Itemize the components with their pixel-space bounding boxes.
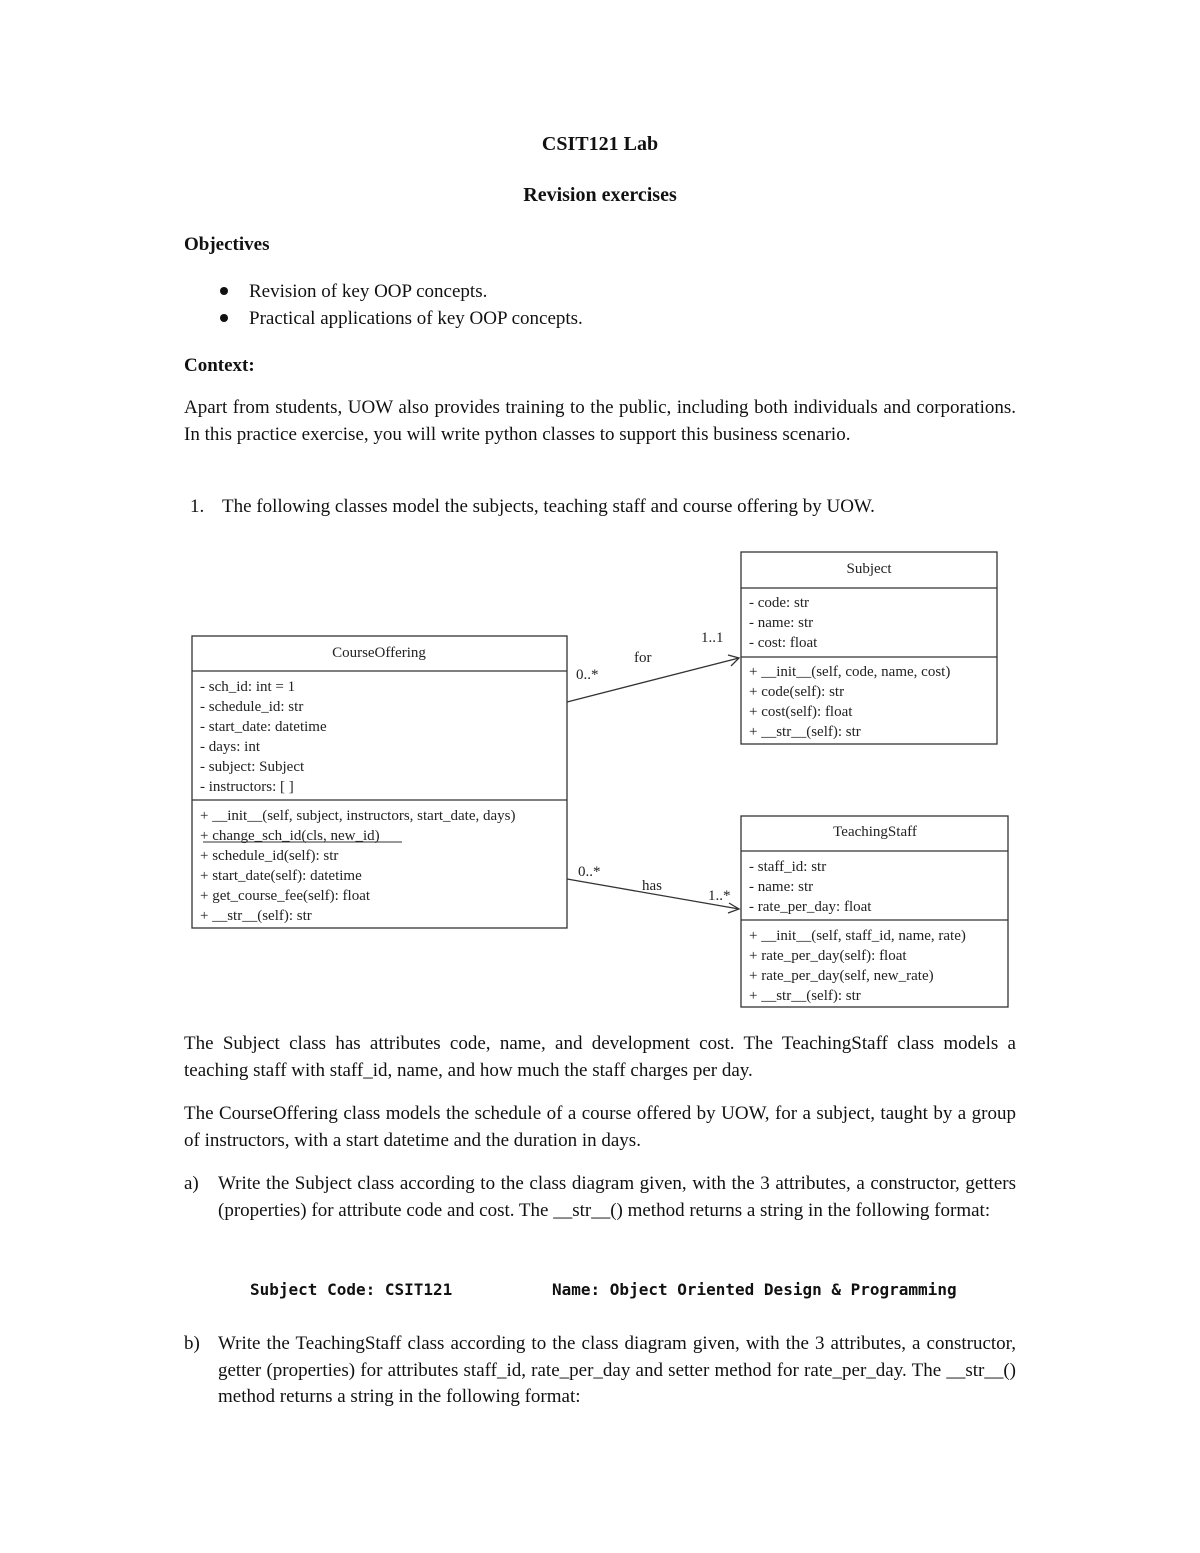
item-a-text: Write the Subject class according to the class diagram given, with the 3 attributes, a constructor, getters (properties) for attribute code and cost. The __str__() method returns a string in the following format: [218,1173,1016,1221]
objective-item: Practical applications of key OOP concepts. [216,305,583,332]
objective-item: Revision of key OOP concepts. [216,278,583,305]
item-text: The following classes model the subjects, teaching staff and course offering by UOW. [222,496,875,517]
code-part-1: Subject Code: CSIT121 [250,1280,453,1299]
assoc-for-label: for [634,650,652,666]
code-part-2: Name: Object Oriented Design & Programming [552,1280,957,1299]
item-b-letter: b) [184,1333,200,1354]
course-offering-paragraph: The CourseOffering class models the schedule of a course offered by UOW, for a subject, taught by a group of instructors, with a start datetime and the duration in days. [184,1103,1016,1151]
method: + code(self): str [749,684,845,700]
attribute: - name: str [749,615,814,631]
attribute: - days: int [200,739,260,755]
method: + rate_per_day(self, new_rate) [749,968,934,984]
method: + __str__(self): str [200,908,312,924]
assoc-for-source-mult: 0..* [576,667,599,683]
method: + change_sch_id(cls, new_id) [200,828,380,844]
method: + __str__(self): str [749,724,861,740]
attribute: - cost: float [749,635,818,651]
assoc-has-target-mult: 1..* [708,888,731,904]
assoc-has-label: has [642,878,662,894]
attribute: - name: str [749,879,814,895]
item-number: 1. [190,496,205,517]
attribute: - sch_id: int = 1 [200,679,296,695]
attribute: - start_date: datetime [200,719,327,735]
class-name: TeachingStaff [833,824,917,840]
assoc-for-target-mult: 1..1 [701,630,724,646]
item-a [184,1171,1016,1224]
method: + __str__(self): str [749,988,861,1004]
method: + schedule_id(self): str [200,848,339,864]
context-paragraph: Apart from students, UOW also provides training to the public, including both individuals and corporations. In this practice exercise, you will write python classes to support this business scenario. [184,397,1016,445]
class-name: CourseOffering [332,645,426,661]
method: + __init__(self, code, name, cost) [749,664,951,680]
attribute: - subject: Subject [200,759,305,775]
assoc-has-source-mult: 0..* [578,864,601,880]
attribute: - schedule_id: str [200,699,304,715]
context-heading: Context: [184,355,255,376]
attribute: - instructors: [ ] [200,779,294,795]
method: + rate_per_day(self): float [749,948,907,964]
code-sample [250,1280,990,1299]
item-b [184,1331,1016,1411]
document-subtitle: Revision exercises [523,184,677,206]
item-b-text: Write the TeachingStaff class according to the class diagram given, with the 3 attributes, a constructor, getter (properties) for attributes staff_id, rate_per_day and setter method for rate_per_day. The __str__() method returns a string in the following format: [218,1333,1016,1407]
attribute: - code: str [749,595,809,611]
method: + __init__(self, subject, instructors, start_date, days) [200,808,516,824]
method: + cost(self): float [749,704,853,720]
item-a-letter: a) [184,1173,199,1194]
attribute: - rate_per_day: float [749,899,872,915]
method: + start_date(self): datetime [200,868,362,884]
objectives-heading: Objectives [184,234,270,255]
method: + __init__(self, staff_id, name, rate) [749,928,966,944]
subject-teaching-paragraph: The Subject class has attributes code, name, and development cost. The TeachingStaff class models a teaching staff with staff_id, name, and how much the staff charges per day. [184,1033,1016,1081]
document-title: CSIT121 Lab [541,133,659,155]
method: + get_course_fee(self): float [200,888,371,904]
attribute: - staff_id: str [749,859,827,875]
class-name: Subject [846,561,892,577]
